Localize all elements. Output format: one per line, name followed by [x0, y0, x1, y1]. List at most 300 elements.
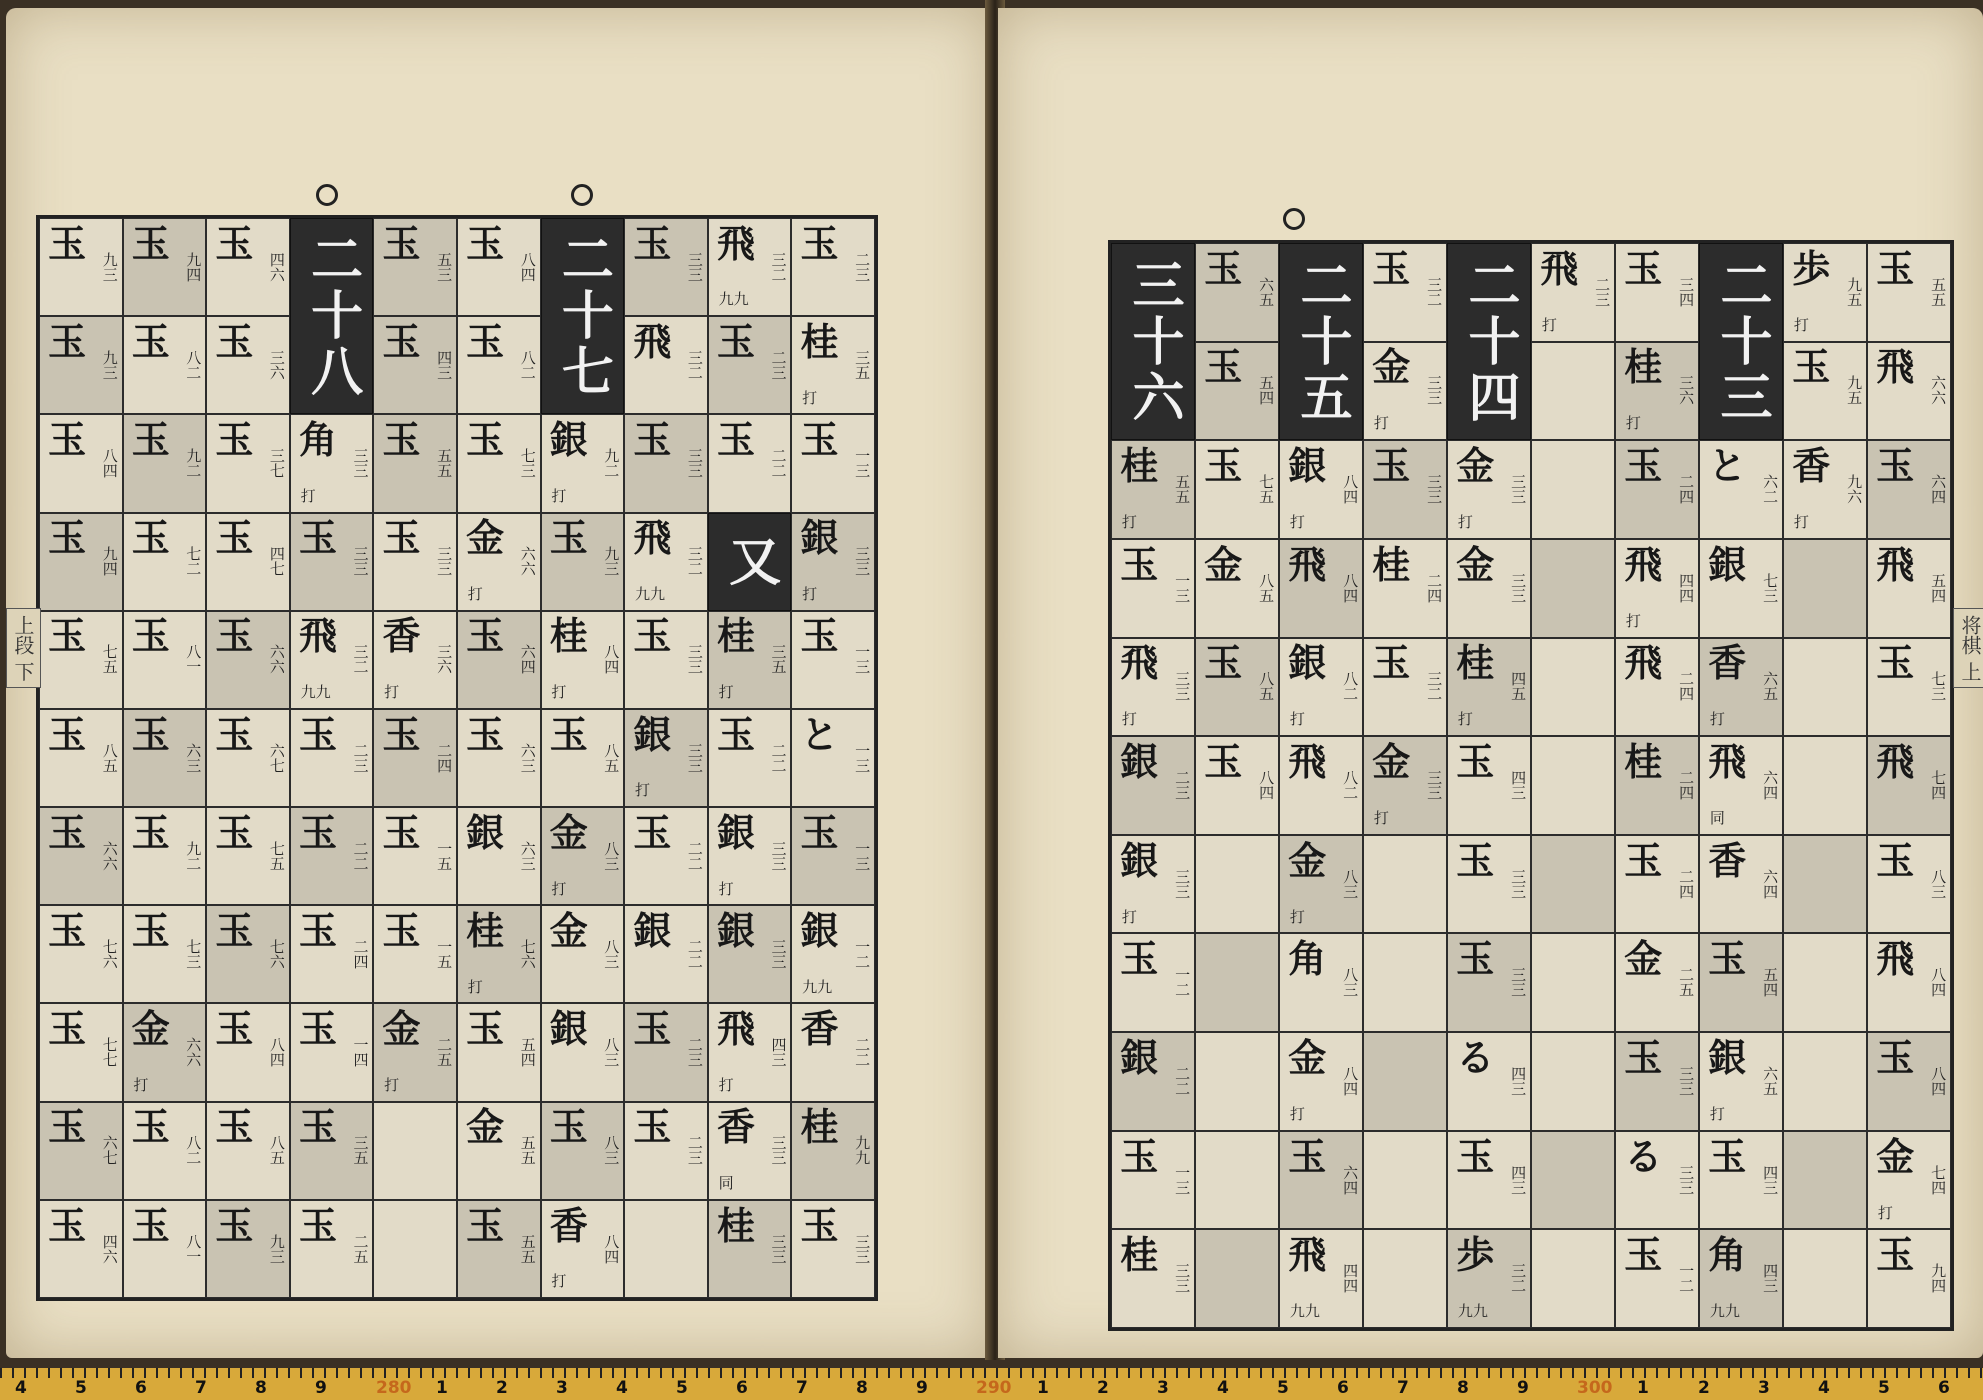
move-cell	[290, 414, 374, 512]
move-annotation: 打	[718, 879, 734, 898]
move-cell	[123, 218, 207, 316]
move-annotation: 打	[1709, 710, 1725, 729]
square-coordinate: 三三	[853, 546, 872, 577]
move-cell	[1615, 933, 1699, 1032]
square-coordinate: 九二	[184, 448, 203, 479]
piece-glyph: 玉	[1876, 837, 1915, 883]
square-coordinate: 一三	[853, 742, 872, 773]
ruler-label: 9	[916, 1378, 928, 1398]
move-cell	[1615, 1032, 1699, 1131]
move-cell	[541, 414, 625, 512]
square-coordinate: 二四	[1677, 474, 1696, 505]
move-cell	[290, 905, 374, 1003]
move-cell	[1867, 638, 1951, 737]
square-coordinate: 二四	[1425, 572, 1444, 603]
move-cell	[1531, 1131, 1615, 1230]
piece-glyph: 玉	[466, 613, 505, 659]
piece-glyph: 玉	[800, 1202, 839, 1248]
move-cell	[206, 1102, 290, 1200]
piece-glyph: 銀	[1288, 640, 1327, 686]
move-annotation: 打	[1541, 315, 1557, 334]
move-annotation: 打	[1289, 1104, 1305, 1123]
move-cell	[708, 905, 792, 1003]
square-coordinate: 二五	[435, 1037, 454, 1068]
square-coordinate: 六六	[518, 546, 537, 577]
move-annotation: 九九	[718, 290, 749, 309]
move-cell	[206, 709, 290, 807]
piece-glyph: 玉	[215, 318, 254, 364]
move-annotation: 打	[300, 486, 316, 505]
square-coordinate: 三三	[1173, 868, 1192, 899]
square-coordinate: 三三	[435, 546, 454, 577]
move-cell	[1279, 440, 1363, 539]
piece-glyph: 玉	[633, 613, 672, 659]
square-coordinate: 三六	[267, 349, 286, 380]
square-coordinate: 五三	[435, 251, 454, 282]
piece-glyph: 金	[1876, 1133, 1915, 1179]
move-cell	[123, 905, 207, 1003]
piece-glyph: 飛	[1876, 541, 1915, 587]
square-coordinate: 八四	[1929, 967, 1948, 998]
move-cell	[791, 414, 875, 512]
piece-glyph: 玉	[48, 515, 87, 561]
move-cell	[1783, 638, 1867, 737]
piece-glyph: 飛	[1288, 738, 1327, 784]
move-cell	[290, 807, 374, 905]
piece-glyph: 桂	[1456, 640, 1495, 686]
move-cell	[1279, 835, 1363, 934]
piece-glyph: 玉	[215, 908, 254, 954]
piece-glyph: 玉	[48, 613, 87, 659]
piece-glyph: 玉	[1456, 1133, 1495, 1179]
move-cell	[1363, 1229, 1447, 1328]
move-annotation: 打	[384, 1075, 400, 1094]
move-cell	[1615, 835, 1699, 934]
square-coordinate: 一二	[1173, 967, 1192, 998]
ruler-label: 7	[796, 1378, 808, 1398]
move-annotation: 打	[1121, 907, 1137, 926]
move-cell	[1363, 638, 1447, 737]
move-annotation: 打	[1457, 710, 1473, 729]
square-coordinate: 八四	[1257, 770, 1276, 801]
move-cell	[1279, 1032, 1363, 1131]
piece-glyph: 玉	[131, 515, 170, 561]
piece-glyph: 玉	[298, 908, 337, 954]
move-cell	[206, 414, 290, 512]
piece-glyph: 玉	[382, 220, 421, 266]
move-annotation: 打	[551, 1272, 567, 1291]
piece-glyph: 玉	[466, 318, 505, 364]
square-coordinate: 八二	[184, 349, 203, 380]
square-coordinate: 七六	[518, 938, 537, 969]
square-coordinate: 三二	[1509, 1263, 1528, 1294]
square-coordinate: 三三	[1173, 671, 1192, 702]
move-cell	[1363, 1032, 1447, 1131]
piece-glyph: 銀	[633, 908, 672, 954]
piece-glyph: 銀	[716, 809, 755, 855]
problem-number-label: 二十三	[1711, 257, 1772, 426]
piece-glyph: 銀	[1120, 837, 1159, 883]
piece-glyph: 飛	[1876, 738, 1915, 784]
ruler-label: 9	[315, 1378, 327, 1398]
piece-glyph: 飛	[1288, 541, 1327, 587]
move-cell	[541, 807, 625, 905]
move-cell	[457, 611, 541, 709]
move-cell	[1783, 342, 1867, 441]
move-annotation: 打	[634, 781, 650, 800]
square-coordinate: 五五	[1173, 474, 1192, 505]
square-coordinate: 八一	[184, 644, 203, 675]
problem-number-label: 又	[719, 533, 781, 590]
move-cell	[1195, 243, 1279, 342]
piece-glyph: 玉	[48, 1006, 87, 1052]
move-annotation: 打	[551, 879, 567, 898]
move-cell	[791, 513, 875, 611]
move-cell	[1279, 1229, 1363, 1328]
piece-glyph: 玉	[382, 711, 421, 757]
move-cell	[39, 1200, 123, 1298]
move-cell	[1195, 835, 1279, 934]
square-coordinate: 四三	[1761, 1164, 1780, 1195]
move-cell	[1111, 1032, 1195, 1131]
move-cell	[1111, 1229, 1195, 1328]
move-cell	[1699, 933, 1783, 1032]
piece-glyph: 玉	[800, 417, 839, 463]
square-coordinate: 二四	[1677, 671, 1696, 702]
move-cell	[541, 1200, 625, 1298]
move-cell	[708, 709, 792, 807]
move-cell	[708, 218, 792, 316]
move-cell	[373, 807, 457, 905]
move-cell	[1531, 638, 1615, 737]
piece-glyph: 玉	[1120, 541, 1159, 587]
piece-glyph: 香	[800, 1006, 839, 1052]
move-cell	[206, 218, 290, 316]
left-move-table	[36, 215, 878, 1301]
move-cell	[373, 905, 457, 1003]
move-cell	[1111, 835, 1195, 934]
piece-glyph: 桂	[800, 1104, 839, 1150]
piece-glyph: 玉	[1456, 837, 1495, 883]
move-cell	[290, 513, 374, 611]
piece-glyph: 香	[1708, 640, 1747, 686]
square-coordinate: 三三	[769, 938, 788, 969]
piece-glyph: 玉	[298, 515, 337, 561]
square-coordinate: 二二	[769, 448, 788, 479]
move-cell	[1867, 243, 1951, 342]
ruler-label: 6	[736, 1378, 748, 1398]
move-cell	[1531, 1229, 1615, 1328]
square-coordinate: 四四	[1341, 1263, 1360, 1294]
piece-glyph: 角	[1708, 1232, 1747, 1278]
move-cell	[123, 414, 207, 512]
piece-glyph: 玉	[633, 1104, 672, 1150]
punch-ring	[571, 184, 593, 206]
move-cell	[1531, 736, 1615, 835]
move-cell	[1195, 539, 1279, 638]
square-coordinate: 一五	[435, 840, 454, 871]
move-cell	[791, 316, 875, 414]
move-cell	[1615, 243, 1699, 342]
move-cell	[206, 1200, 290, 1298]
move-cell	[541, 709, 625, 807]
square-coordinate: 一四	[351, 1037, 370, 1068]
square-coordinate: 八三	[1341, 868, 1360, 899]
square-coordinate: 八四	[1929, 1065, 1948, 1096]
move-cell	[457, 709, 541, 807]
piece-glyph: 桂	[1624, 738, 1663, 784]
square-coordinate: 六六	[1929, 375, 1948, 406]
ruler-label: 3	[556, 1378, 568, 1398]
square-coordinate: 四三	[769, 1037, 788, 1068]
square-coordinate: 八四	[1341, 474, 1360, 505]
square-coordinate: 五四	[518, 1037, 537, 1068]
square-coordinate: 六四	[1341, 1164, 1360, 1195]
move-cell	[206, 316, 290, 414]
move-cell	[791, 807, 875, 905]
piece-glyph: 飛	[298, 613, 337, 659]
square-coordinate: 二三	[769, 349, 788, 380]
square-coordinate: 八三	[602, 1037, 621, 1068]
square-coordinate: 八五	[100, 742, 119, 773]
move-cell	[1447, 736, 1531, 835]
move-cell	[1363, 342, 1447, 441]
piece-glyph: 玉	[48, 809, 87, 855]
square-coordinate: 六六	[267, 644, 286, 675]
square-coordinate: 八三	[602, 1135, 621, 1166]
move-cell	[123, 1200, 207, 1298]
square-coordinate: 四四	[1677, 572, 1696, 603]
square-coordinate: 六三	[518, 840, 537, 871]
square-coordinate: 六七	[267, 742, 286, 773]
piece-glyph: 金	[549, 908, 588, 954]
square-coordinate: 三三	[1509, 967, 1528, 998]
ruler-label: 5	[1277, 1378, 1289, 1398]
square-coordinate: 三六	[435, 644, 454, 675]
square-coordinate: 八四	[602, 644, 621, 675]
ruler-label: 5	[676, 1378, 688, 1398]
square-coordinate: 六五	[1257, 276, 1276, 307]
move-cell	[1363, 736, 1447, 835]
ruler-label: 4	[1818, 1378, 1830, 1398]
ruler-label: 4	[15, 1378, 27, 1398]
piece-glyph: 飛	[1876, 936, 1915, 982]
move-annotation: 打	[718, 683, 734, 702]
piece-glyph: 銀	[1120, 1034, 1159, 1080]
piece-glyph: 香	[1708, 837, 1747, 883]
square-coordinate: 四三	[1761, 1263, 1780, 1294]
move-cell	[39, 513, 123, 611]
square-coordinate: 九六	[1845, 474, 1864, 505]
piece-glyph: 玉	[1876, 443, 1915, 489]
move-cell	[373, 709, 457, 807]
move-cell	[1615, 1131, 1699, 1230]
square-coordinate: 三三	[1509, 572, 1528, 603]
piece-glyph: 玉	[1120, 1133, 1159, 1179]
move-cell	[1111, 440, 1195, 539]
move-cell	[1195, 638, 1279, 737]
square-coordinate: 一三	[1173, 1164, 1192, 1195]
move-cell	[541, 611, 625, 709]
piece-glyph: 玉	[48, 417, 87, 463]
piece-glyph: 飛	[1540, 245, 1579, 291]
move-cell	[1615, 638, 1699, 737]
piece-glyph: 桂	[1624, 344, 1663, 390]
problem-number-header	[290, 218, 374, 414]
move-cell	[1279, 933, 1363, 1032]
move-cell	[541, 905, 625, 1003]
piece-glyph: 桂	[1372, 541, 1411, 587]
move-cell	[1783, 933, 1867, 1032]
move-cell	[1111, 933, 1195, 1032]
square-coordinate: 一三	[853, 644, 872, 675]
move-cell	[1531, 243, 1615, 342]
square-coordinate: 二五	[351, 1233, 370, 1264]
move-cell	[290, 1003, 374, 1101]
piece-glyph: 銀	[549, 1006, 588, 1052]
problem-number-header	[1279, 243, 1363, 440]
move-annotation: 打	[1373, 809, 1389, 828]
piece-glyph: 玉	[1204, 344, 1243, 390]
move-cell	[624, 807, 708, 905]
piece-glyph: 金	[466, 1104, 505, 1150]
move-cell	[541, 1102, 625, 1200]
piece-glyph: 玉	[131, 613, 170, 659]
move-cell	[290, 709, 374, 807]
square-coordinate: 一三	[853, 840, 872, 871]
square-coordinate: 三二	[1425, 671, 1444, 702]
piece-glyph: 銀	[549, 417, 588, 463]
piece-glyph: 玉	[716, 417, 755, 463]
square-coordinate: 六六	[100, 840, 119, 871]
square-coordinate: 五四	[1761, 967, 1780, 998]
ruler-label: 4	[1217, 1378, 1229, 1398]
problem-number-header	[1447, 243, 1531, 440]
ruler-label: 6	[135, 1378, 147, 1398]
piece-glyph: 玉	[466, 1006, 505, 1052]
move-cell	[1447, 1032, 1531, 1131]
piece-glyph: 銀	[800, 515, 839, 561]
piece-glyph: 飛	[1288, 1232, 1327, 1278]
problem-number-label: 二十四	[1459, 257, 1520, 426]
move-cell	[123, 316, 207, 414]
move-cell	[1195, 1229, 1279, 1328]
piece-glyph: 玉	[549, 515, 588, 561]
square-coordinate: 九四	[184, 251, 203, 282]
move-cell	[1867, 933, 1951, 1032]
move-cell	[1447, 1131, 1531, 1230]
move-cell	[457, 414, 541, 512]
move-cell	[1699, 1131, 1783, 1230]
move-cell	[791, 611, 875, 709]
move-cell	[1531, 440, 1615, 539]
move-annotation: 打	[1709, 1104, 1725, 1123]
move-annotation: 打	[1793, 315, 1809, 334]
piece-glyph: 玉	[1204, 640, 1243, 686]
move-cell	[708, 611, 792, 709]
piece-glyph: 金	[549, 809, 588, 855]
piece-glyph: 銀	[1708, 1034, 1747, 1080]
move-cell	[791, 1200, 875, 1298]
move-cell	[1363, 539, 1447, 638]
move-cell	[624, 1003, 708, 1101]
problem-number-header	[1699, 243, 1783, 440]
piece-glyph: 金	[1288, 837, 1327, 883]
move-cell	[1363, 1131, 1447, 1230]
square-coordinate: 四三	[435, 349, 454, 380]
piece-glyph: 玉	[466, 220, 505, 266]
move-cell	[373, 1102, 457, 1200]
move-annotation: 九九	[1457, 1302, 1488, 1321]
move-cell	[39, 807, 123, 905]
square-coordinate: 六五	[1761, 671, 1780, 702]
ruler-label: 3	[1157, 1378, 1169, 1398]
piece-glyph: 銀	[633, 711, 672, 757]
ruler-label: 280	[376, 1378, 412, 1398]
move-annotation: 同	[718, 1174, 734, 1193]
square-coordinate: 七四	[1929, 770, 1948, 801]
square-coordinate: 二二	[853, 1037, 872, 1068]
square-coordinate: 三二	[351, 644, 370, 675]
square-coordinate: 一二	[1677, 1263, 1696, 1294]
move-cell	[1531, 1032, 1615, 1131]
piece-glyph: 玉	[298, 711, 337, 757]
move-annotation: 打	[1373, 414, 1389, 433]
move-cell	[1615, 342, 1699, 441]
move-cell	[1195, 736, 1279, 835]
square-coordinate: 六四	[1761, 770, 1780, 801]
move-cell	[457, 1200, 541, 1298]
move-cell	[708, 1102, 792, 1200]
move-cell	[1363, 835, 1447, 934]
problem-number-label: 三十六	[1123, 257, 1184, 426]
punch-ring	[316, 184, 338, 206]
piece-glyph: 玉	[215, 1006, 254, 1052]
square-coordinate: 三三	[685, 644, 704, 675]
square-coordinate: 九五	[1845, 375, 1864, 406]
piece-glyph: 玉	[1372, 640, 1411, 686]
piece-glyph: 玉	[131, 318, 170, 364]
square-coordinate: 八四	[100, 448, 119, 479]
square-coordinate: 三七	[267, 448, 286, 479]
piece-glyph: 香	[1792, 443, 1831, 489]
square-coordinate: 三二	[685, 349, 704, 380]
move-cell	[1867, 440, 1951, 539]
piece-glyph: 飛	[633, 318, 672, 364]
move-cell	[1699, 539, 1783, 638]
move-cell	[624, 513, 708, 611]
piece-glyph: 銀	[1120, 738, 1159, 784]
square-coordinate: 二二	[351, 840, 370, 871]
ruler-label: 1	[1037, 1378, 1049, 1398]
piece-glyph: 玉	[549, 1104, 588, 1150]
piece-glyph: 玉	[131, 1104, 170, 1150]
piece-glyph: る	[1456, 1034, 1495, 1080]
square-coordinate: 八四	[267, 1037, 286, 1068]
move-cell	[39, 414, 123, 512]
move-cell	[1279, 539, 1363, 638]
square-coordinate: 三二	[1425, 276, 1444, 307]
move-cell	[1279, 638, 1363, 737]
piece-glyph: 玉	[1372, 245, 1411, 291]
square-coordinate: 二三	[685, 1037, 704, 1068]
ruler-label: 9	[1517, 1378, 1529, 1398]
square-coordinate: 三三	[1509, 868, 1528, 899]
square-coordinate: 八四	[518, 251, 537, 282]
square-coordinate: 五五	[518, 1233, 537, 1264]
piece-glyph: 玉	[1876, 1232, 1915, 1278]
move-annotation: 打	[551, 683, 567, 702]
